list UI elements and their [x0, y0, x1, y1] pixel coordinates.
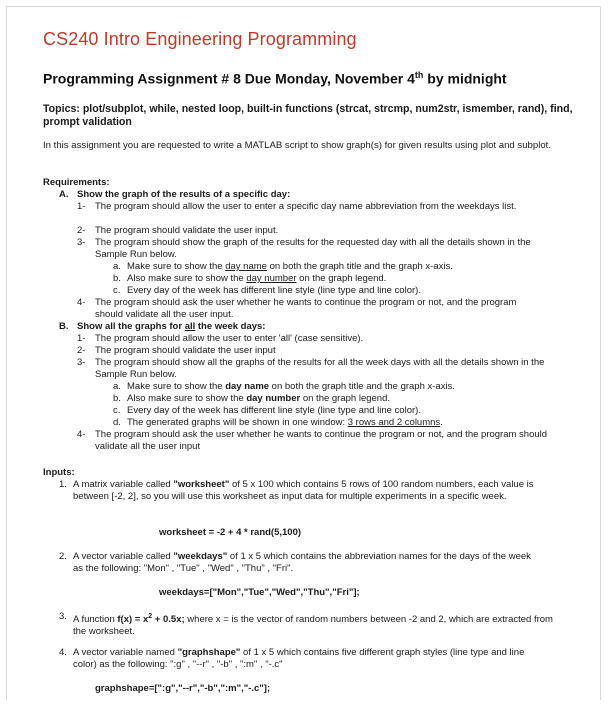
input3-num: 3.: [59, 611, 67, 622]
inputs-heading: Inputs:: [43, 467, 75, 478]
a-sub-b-num: b.: [113, 273, 121, 284]
a-sub-c: Every day of the week has different line style (line type and line color).: [127, 285, 421, 296]
b-sub-a: Make sure to show the day name on both the graph title and the graph x-axis.: [127, 381, 455, 392]
b-sub-d: The generated graphs will be shown in one window: 3 rows and 2 columns.: [127, 417, 443, 428]
course-title: CS240 Intro Engineering Programming: [43, 29, 357, 49]
b-item2-num: 2-: [77, 345, 86, 356]
b-sub-b: Also make sure to show the day number on the graph legend.: [127, 393, 390, 404]
requirements-heading: Requirements:: [43, 177, 110, 188]
b-item3: The program should show all the graphs of the results for all the week days with all the details shown in the Sample Run below.: [95, 357, 545, 380]
b-sub-d-num: d.: [113, 417, 121, 428]
section-a-title: Show the graph of the results of a specific day:: [77, 189, 291, 200]
input2-formula: weekdays=["Mon","Tue","Wed","Thu","Fri"];: [159, 587, 360, 598]
a-item4-num: 4-: [77, 297, 86, 308]
a-item3-num: 3-: [77, 237, 86, 248]
input1-text: A matrix variable called "worksheet" of 5 x 100 which contains 5 rows of 100 random numbers, each value is between [-2, 2], so you will use this worksheet as input data for multiple experiments in a specific week.: [73, 479, 534, 502]
b-sub-c: Every day of the week has different line style (line type and line color).: [127, 405, 421, 416]
input2-num: 2.: [59, 551, 67, 562]
input4-formula: graphshape=[":g","--r","-b",":m","-.c"];: [95, 683, 271, 694]
assignment-main: Programming Assignment # 8 Due Monday, November 4: [43, 70, 415, 87]
b-item4: The program should ask the user whether he wants to continue the program or not, and the program should validate all the user input: [95, 429, 548, 452]
b-item1-num: 1-: [77, 333, 86, 344]
b-sub-b-num: b.: [113, 393, 121, 404]
input2-text: A vector variable called "weekdays" of 1 x 5 which contains the abbreviation names for the days of the week as the following: "Mon" , "Tue" , "Wed" , "Thu" , "Fri".: [73, 551, 531, 574]
a-item3: The program should show the graph of the results for the requested day with all the details shown in the Sample Run below.: [95, 237, 531, 260]
a-sub-a-num: a.: [113, 261, 121, 272]
a-item1: The program should allow the user to enter a specific day name abbreviation from the weekdays list.: [95, 201, 517, 212]
section-b-title: Show all the graphs for all the week days:: [77, 321, 266, 332]
topics: Topics: plot/subplot, while, nested loop, built-in functions (strcat, strcmp, num2str, ismember, rand), find, prompt validation: [43, 103, 573, 128]
b-item4-num: 4-: [77, 429, 86, 440]
a-item2: The program should validate the user input.: [95, 225, 279, 236]
a-sub-c-num: c.: [113, 285, 121, 296]
intro-paragraph: In this assignment you are requested to write a MATLAB script to show graph(s) for given results using plot and subplot.: [43, 140, 552, 151]
b-sub-a-num: a.: [113, 381, 121, 392]
section-a-label: A.: [59, 189, 69, 200]
assignment-heading: [43, 70, 507, 87]
b-item1: The program should allow the user to enter 'all' (case sensitive).: [95, 333, 364, 344]
document-page: [6, 6, 601, 700]
b-item3-num: 3-: [77, 357, 86, 368]
assignment-sup: th: [414, 70, 424, 80]
a-sub-b: Also make sure to show the day number on the graph legend.: [127, 273, 387, 284]
b-item2: The program should validate the user input: [95, 345, 276, 356]
assignment-tail: by midnight: [423, 70, 507, 87]
b-sub-c-num: c.: [113, 405, 121, 416]
section-b-label: B.: [59, 321, 69, 332]
input1-num: 1.: [59, 479, 67, 490]
input4-num: 4.: [59, 647, 67, 658]
a-sub-a: Make sure to show the day name on both the graph title and the graph x-axis.: [127, 261, 453, 272]
input3-text: A function $f(x) = x^2 + 0.5x$; where x = is the vector of random numbers between -2 and 2, which are extracted from the worksheet.: [73, 613, 553, 637]
a-item1-num: 1-: [77, 201, 86, 212]
input1-formula: worksheet = -2 + 4 * rand(5,100): [159, 527, 302, 538]
a-item4: The program should ask the user whether he wants to continue the program or not, and the program should validate all the user input.: [95, 297, 517, 320]
input4-text: A vector variable named "graphshape" of 1 x 5 which contains five different graph styles (line type and line color) as the following: ":g" , "--r" , "-b" , ":m" , "-.c": [73, 647, 525, 670]
a-item2-num: 2-: [77, 225, 86, 236]
